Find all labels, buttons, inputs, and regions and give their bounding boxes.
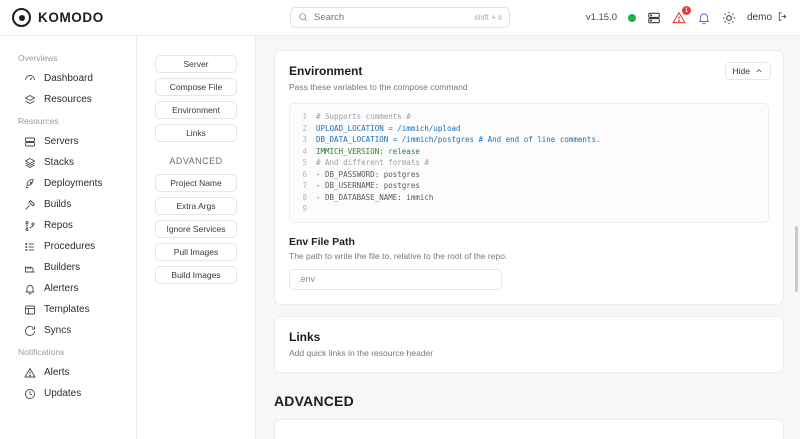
code-text: # And different formats # (316, 158, 429, 167)
sidebar-item-resources[interactable] (0, 89, 136, 110)
sidebar-item-alerters[interactable] (0, 278, 136, 299)
search-input[interactable] (314, 12, 468, 23)
sidebar-item-servers[interactable] (0, 131, 136, 152)
hide-label: Hide (732, 66, 750, 76)
advanced-card (274, 419, 784, 439)
sidebar-item-dashboard[interactable] (0, 68, 136, 89)
code-line (290, 146, 762, 158)
stack-icon (24, 157, 36, 169)
line-number: 5 (302, 158, 307, 167)
top-bar-right (585, 6, 788, 25)
line-number: 3 (302, 135, 307, 144)
server-status-icon[interactable] (647, 11, 661, 25)
line-number: 9 (302, 204, 307, 213)
env-file-path-field[interactable] (289, 269, 502, 290)
user-menu[interactable] (747, 11, 788, 25)
brand[interactable] (12, 8, 162, 27)
gauge-icon (24, 73, 36, 85)
env-file-path-description: The path to write the file to, relative to the root of the repo. (289, 250, 508, 261)
search-shortcut-hint: shift + s (474, 13, 502, 22)
sidebar-group-label-overviews: Overviews (18, 53, 58, 63)
code-text: - DB_USERNAME: postgres (316, 181, 420, 190)
sidebar-item-alerts[interactable] (0, 362, 136, 383)
sidebar-item-label: Dashboard (44, 73, 93, 84)
subnav-item-environment[interactable]: Environment (155, 101, 237, 119)
sidebar-item-syncs[interactable] (0, 320, 136, 341)
code-text: - DB_DATABASE_NAME: immich (316, 192, 434, 202)
line-number: 4 (302, 146, 307, 156)
status-dot-icon (628, 14, 636, 22)
sidebar-group-label-notifications: Notifications (18, 347, 65, 357)
sidebar-item-label: Stacks (44, 157, 75, 168)
environment-title: Environment (289, 64, 363, 78)
code-line (290, 123, 762, 135)
sidebar-item-label: Resources (44, 94, 92, 105)
hide-environment-button[interactable] (725, 62, 771, 80)
links-subtitle: Add quick links in the resource header (289, 347, 434, 358)
advanced-section-heading: ADVANCED (274, 392, 354, 409)
code-line (290, 134, 762, 146)
code-text: - DB_PASSWORD: postgres (316, 169, 420, 179)
sidebar-item-label: Builds (44, 199, 72, 210)
logout-icon[interactable] (777, 11, 788, 25)
sidebar-item-templates[interactable] (0, 299, 136, 320)
code-text: # Supports comments # (316, 112, 411, 121)
komodo-logo-icon (12, 8, 31, 27)
subnav-item-links[interactable]: Links (155, 124, 237, 142)
sidebar-item-procedures[interactable] (0, 236, 136, 257)
subnav-heading-advanced: ADVANCED (169, 156, 223, 166)
sidebar-item-label: Repos (44, 220, 73, 231)
alerts-icon[interactable] (672, 6, 689, 25)
subnav-item-ignore-services[interactable]: Ignore Services (155, 220, 237, 238)
body (0, 36, 800, 439)
line-number: 7 (302, 181, 307, 190)
main-scrollbar[interactable] (795, 226, 798, 292)
subnav-item-pull-images[interactable]: Pull Images (155, 243, 237, 261)
line-number: 6 (302, 169, 307, 179)
section-nav (137, 36, 256, 439)
sidebar-item-label: Builders (44, 262, 81, 273)
links-title: Links (289, 329, 321, 344)
search-box[interactable] (290, 7, 510, 28)
top-bar (0, 0, 800, 36)
environment-card (274, 50, 784, 305)
template-icon (24, 304, 36, 316)
server-icon (24, 136, 36, 148)
theme-toggle-icon[interactable] (722, 11, 736, 25)
version-label: v1.15.0 (585, 12, 617, 23)
user-name: demo (746, 12, 772, 23)
line-number: 2 (302, 123, 307, 133)
sidebar-item-label: Procedures (44, 241, 96, 252)
sidebar-item-label: Servers (44, 136, 79, 147)
sidebar-item-updates[interactable] (0, 383, 136, 404)
chevron-up-icon (755, 67, 763, 75)
code-line (290, 203, 762, 215)
clock-icon (24, 388, 36, 400)
subnav-item-build-images[interactable]: Build Images (155, 266, 237, 284)
subnav-item-server[interactable]: Server (155, 55, 237, 73)
line-number: 8 (302, 192, 307, 202)
sidebar-item-label: Updates (44, 388, 82, 399)
list-icon (24, 241, 36, 253)
sidebar-item-builds[interactable] (0, 194, 136, 215)
env-file-path-label: Env File Path (289, 235, 355, 248)
line-number: 1 (302, 112, 307, 121)
sidebar-item-label: Alerts (44, 367, 70, 378)
environment-editor[interactable] (289, 103, 769, 223)
sidebar-group-label-resources: Resources (18, 116, 59, 126)
code-line (290, 169, 762, 181)
sidebar-item-stacks[interactable] (0, 152, 136, 173)
bell-icon (24, 283, 36, 295)
sidebar-item-repos[interactable] (0, 215, 136, 236)
sidebar-item-label: Alerters (44, 283, 79, 294)
subnav-item-compose-file[interactable]: Compose File (155, 78, 237, 96)
alert-badge: 1 (682, 6, 691, 15)
search-icon (298, 9, 308, 27)
links-card (274, 316, 784, 373)
code-line (290, 111, 762, 123)
code-line (290, 180, 762, 192)
code-text: IMMICH_VERSION: release (316, 146, 420, 156)
sidebar-item-label: Deployments (44, 178, 103, 189)
factory-icon (24, 262, 36, 274)
subnav-item-extra-args[interactable]: Extra Args (155, 197, 237, 215)
notifications-bell-icon[interactable] (697, 11, 711, 25)
code-text: UPLOAD_LOCATION = /immich/upload (316, 123, 461, 133)
sidebar-item-deployments[interactable] (0, 173, 136, 194)
code-line (290, 157, 762, 169)
alert-triangle-icon (24, 367, 36, 379)
refresh-icon (24, 325, 36, 337)
subnav-item-project-name[interactable]: Project Name (155, 174, 237, 192)
code-text: DB_DATA_LOCATION = /immich/postgres # And end of line comments. (316, 135, 601, 144)
main-content (256, 36, 800, 439)
rocket-icon (24, 178, 36, 190)
code-line (290, 192, 762, 204)
sidebar-item-builders[interactable] (0, 257, 136, 278)
sidebar-item-label: Templates (44, 304, 90, 315)
hammer-icon (24, 199, 36, 211)
git-branch-icon (24, 220, 36, 232)
sidebar (0, 36, 137, 439)
brand-name: KOMODO (38, 10, 104, 25)
sidebar-item-label: Syncs (44, 325, 72, 336)
env-file-path-input[interactable] (298, 274, 493, 284)
layers-icon (24, 94, 36, 106)
environment-subtitle: Pass these variables to the compose command (289, 82, 468, 92)
